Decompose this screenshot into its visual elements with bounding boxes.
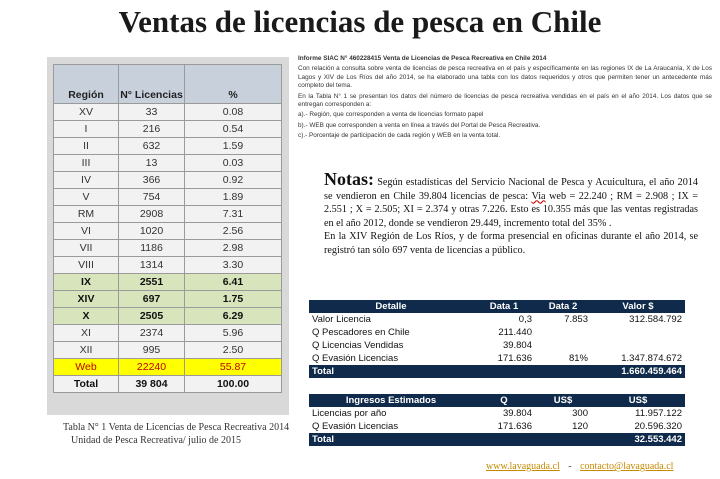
table-row: [54, 376, 282, 393]
income-total-value: 32.553.442: [591, 433, 685, 446]
licencias-cell: 995: [119, 342, 185, 359]
notes-text-2: web = 22.240 ; RM = 2.908 ; IX = 2.551 ; X = 2.505; XI = 2.374 y otras 7.226. Esto es 10.355 más que las ventas registradas en el año 2012, donde se vendieron 29.449, incremento total del 35% .: [324, 190, 698, 229]
column-header-licencias: N° Licencias: [119, 65, 185, 104]
table-row: [54, 155, 282, 172]
percent-cell: 1.89: [185, 189, 282, 206]
income-table-cell: 171.636: [497, 421, 532, 432]
licencias-cell: 366: [119, 172, 185, 189]
footer-separator: -: [568, 461, 572, 472]
region-table-panel: [47, 57, 289, 415]
income-table-cell: Q Evasión Licencias: [312, 421, 399, 432]
cost-table-cell: [591, 326, 685, 339]
cost-table-cell: 1.347.874.672: [621, 353, 682, 364]
table-row: [54, 223, 282, 240]
table-row: [54, 138, 282, 155]
report-item-b: b).- WEB que corresponden a venta en línea a través del Portal de Pesca Recreativa.: [298, 121, 541, 129]
region-cell: XI: [54, 325, 119, 342]
income-table-cell: 11.957.122: [635, 408, 682, 419]
percent-cell: 7.31: [185, 206, 282, 223]
table-row: [54, 104, 282, 121]
region-cell: IV: [54, 172, 119, 189]
percent-cell: 6.41: [185, 274, 282, 291]
report-item-a: a).- Región, que corresponden a venta de licencias formato papel: [298, 111, 484, 119]
cost-table-cell: [591, 339, 685, 352]
region-sales-table: [53, 64, 282, 393]
licencias-cell: 1314: [119, 257, 185, 274]
income-table-cell: 300: [572, 408, 588, 419]
region-cell: V: [54, 189, 119, 206]
table-header-row: [54, 65, 282, 104]
cost-header-detalle: Detalle: [309, 300, 473, 313]
cost-total-row: [309, 365, 685, 378]
cost-table: [309, 300, 685, 378]
site-link[interactable]: www.lavaguada.cl: [486, 461, 560, 472]
licencias-cell: 754: [119, 189, 185, 206]
region-cell: Web: [54, 359, 119, 376]
income-table-row: [309, 420, 685, 433]
cost-table-cell: 171.636: [497, 353, 532, 364]
cost-table-cell: 7.853: [564, 314, 588, 325]
income-header-usd1: US$: [535, 394, 591, 407]
column-header-percent: %: [185, 65, 282, 104]
region-cell: II: [54, 138, 119, 155]
report-paragraph-2: En la Tabla N° 1 se presentan los datos del número de licencias de pesca recreativa vendidas en el país en el año 2014. Los datos que se entregan corresponden a:: [298, 92, 712, 109]
cost-table-row: [309, 339, 685, 352]
percent-cell: 100.00: [185, 376, 282, 393]
report-item-c: c).- Porcentaje de participación de cada región y WEB en la venta total.: [298, 132, 501, 140]
cost-table-cell: Valor Licencia: [312, 314, 371, 325]
notes-text-3: En la XIV Región de Los Ríos, y de forma presencial en oficinas durante el año 2014, se registró tan sólo 697 venta de licencias a público.: [324, 231, 698, 256]
region-cell: VIII: [54, 257, 119, 274]
table-row: [54, 240, 282, 257]
income-table-header: [309, 394, 685, 407]
cost-table-row: [309, 313, 685, 326]
email-link[interactable]: contacto@lavaguada.cl: [580, 461, 674, 472]
table-row: [54, 189, 282, 206]
region-cell: VI: [54, 223, 119, 240]
cost-table-cell: 39.804: [502, 340, 532, 351]
cost-total-value: 1.660.459.464: [591, 365, 685, 378]
region-cell: III: [54, 155, 119, 172]
table-row: [54, 206, 282, 223]
region-cell: XV: [54, 104, 119, 121]
table-row: [54, 274, 282, 291]
licencias-cell: 2374: [119, 325, 185, 342]
page-title: Ventas de licencias de pesca en Chile: [118, 4, 602, 39]
licencias-cell: 1186: [119, 240, 185, 257]
percent-cell: 0.08: [185, 104, 282, 121]
licencias-cell: 39 804: [119, 376, 185, 393]
percent-cell: 2.98: [185, 240, 282, 257]
percent-cell: 2.50: [185, 342, 282, 359]
footer: [486, 461, 673, 472]
cost-header-data2: Data 2: [535, 300, 591, 313]
notes-block: [324, 169, 698, 258]
region-cell: Total: [54, 376, 119, 393]
cost-header-data1: Data 1: [473, 300, 535, 313]
column-header-region: Región: [54, 65, 119, 104]
report-excerpt: [298, 55, 712, 169]
cost-table-cell: 0,3: [518, 314, 532, 325]
cost-table-cell: Q Licencias Vendidas: [312, 340, 404, 351]
table-row: [54, 342, 282, 359]
table-row: [54, 308, 282, 325]
percent-cell: 5.96: [185, 325, 282, 342]
region-table-body: [54, 104, 282, 393]
income-table-cell: 20.596.320: [634, 421, 682, 432]
table-row: [54, 172, 282, 189]
percent-cell: 0.92: [185, 172, 282, 189]
notes-text-1: Según estadísticas del Servicio Nacional de Pesca y Acuicultura, el año 2014 se vendieron en Chile 39.804 licencias de pesca:: [324, 177, 698, 202]
income-header-usd2: US$: [591, 394, 685, 407]
percent-cell: 1.59: [185, 138, 282, 155]
income-total-label: Total: [309, 433, 473, 446]
region-cell: RM: [54, 206, 119, 223]
licencias-cell: 216: [119, 121, 185, 138]
percent-cell: 0.54: [185, 121, 282, 138]
notes-via-word: Via: [531, 190, 546, 202]
licencias-cell: 22240: [119, 359, 185, 376]
licencias-cell: 2551: [119, 274, 185, 291]
cost-table-cell: Q Evasión Licencias: [312, 353, 399, 364]
region-cell: IX: [54, 274, 119, 291]
cost-table-header: [309, 300, 685, 313]
income-table-cell: Licencias por año: [312, 408, 387, 419]
region-cell: X: [54, 308, 119, 325]
licencias-cell: 632: [119, 138, 185, 155]
cost-table-cell: Q Pescadores en Chile: [312, 327, 410, 338]
region-cell: XIV: [54, 291, 119, 308]
report-heading: Informe SIAC N° 460228415 Venta de Licencias de Pesca Recreativa en Chile 2014: [298, 55, 547, 62]
licencias-cell: 2908: [119, 206, 185, 223]
cost-table-row: [309, 326, 685, 339]
notes-heading: Notas:: [324, 169, 374, 189]
cost-table-cell: 211.440: [498, 327, 532, 338]
table-row: [54, 121, 282, 138]
cost-table-cell: [535, 326, 591, 339]
table-row: [54, 359, 282, 376]
table-caption: [63, 421, 293, 447]
licencias-cell: 33: [119, 104, 185, 121]
region-cell: I: [54, 121, 119, 138]
region-cell: XII: [54, 342, 119, 359]
licencias-cell: 697: [119, 291, 185, 308]
income-table-cell: 120: [572, 421, 588, 432]
caption-line-1: Tabla N° 1 Venta de Licencias de Pesca Recreativa 2014: [63, 422, 290, 433]
table-row: [54, 325, 282, 342]
percent-cell: 0.03: [185, 155, 282, 172]
income-table-cell: 39.804: [502, 408, 532, 419]
cost-table-row: [309, 352, 685, 365]
table-row: [54, 291, 282, 308]
income-table: [309, 394, 685, 446]
cost-table-body: [309, 313, 685, 365]
income-total-row: [309, 433, 685, 446]
percent-cell: 6.29: [185, 308, 282, 325]
licencias-cell: 2505: [119, 308, 185, 325]
table-row: [54, 257, 282, 274]
region-cell: VII: [54, 240, 119, 257]
percent-cell: 1.75: [185, 291, 282, 308]
caption-line-2: Unidad de Pesca Recreativa/ julio de 2015: [71, 435, 241, 446]
income-table-body: [309, 407, 685, 433]
percent-cell: 2.56: [185, 223, 282, 240]
licencias-cell: 1020: [119, 223, 185, 240]
cost-table-cell: 312.584.792: [629, 314, 682, 325]
licencias-cell: 13: [119, 155, 185, 172]
income-header-q: Q: [473, 394, 535, 407]
percent-cell: 55.87: [185, 359, 282, 376]
percent-cell: 3.30: [185, 257, 282, 274]
income-header-ingresos: Ingresos Estimados: [309, 394, 473, 407]
cost-table-cell: [535, 339, 591, 352]
income-table-row: [309, 407, 685, 420]
cost-table-cell: 81%: [568, 353, 588, 364]
cost-total-label: Total: [309, 365, 473, 378]
report-paragraph-1: Con relación a consulta sobre venta de licencias de pesca recreativa en el país y específicamente en las regiones IX de La Araucanía, X de Los Lagos y XIV de Los Ríos del año 2014, se ha elaborado una tabla con los datos requeridos y otros que permiten tener un antecedente más completo del tema.: [298, 65, 712, 90]
cost-header-valor: Valor $: [591, 300, 685, 313]
